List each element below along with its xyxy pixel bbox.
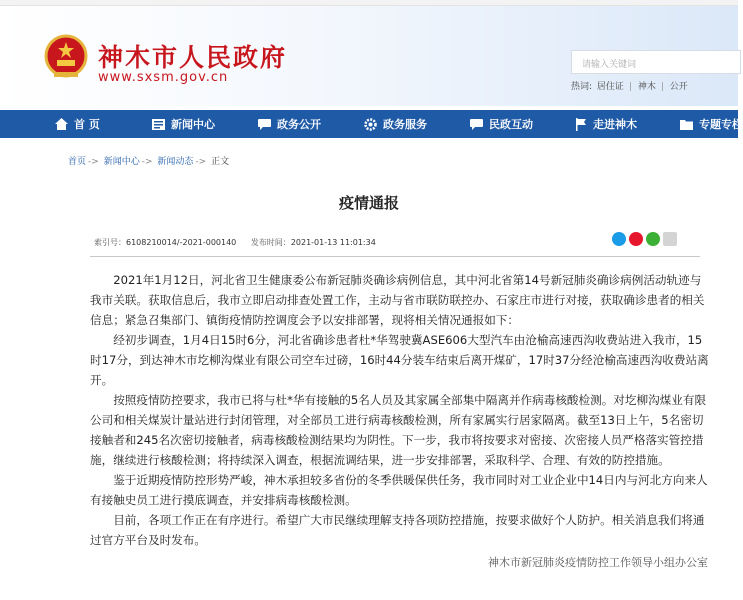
qq-share-icon[interactable]	[612, 232, 626, 246]
article-title: 疫情通报	[338, 194, 399, 212]
breadcrumb-current: 正文	[211, 157, 230, 167]
national-emblem-icon	[44, 34, 88, 80]
article-paragraph: 2021年1月12日，河北省卫生健康委公布新冠肺炎确诊病例信息，其中河北省第14号新冠肺炎确诊病例活动轨迹与我市关联。获取信息后，我市立即启动排查处置工作，主动与省市联防联控办、石家庄市进行对接，获取确诊患者的相关信息；紧急召集部门、镇街疫情防控调度会予以安排部署，现将相关情况通报如下：	[90, 273, 705, 327]
home-icon	[55, 118, 68, 130]
share-bar	[612, 232, 677, 248]
nav-item-affairs-open[interactable]: 政务公开	[258, 110, 321, 138]
date-label: 发布时间：	[250, 238, 291, 247]
article-paragraph: 按照疫情防控要求，我市已将与杜*华有接触的5名人员及其家属全部集中隔离并作病毒核酸检测。对圪柳沟煤业有限公司和相关煤炭计量站进行封闭管理，对全部员工进行病毒核酸检测，所有家属实行居家隔离。截至13日上午，5名密切接触者和245名次密切接触者，病毒核酸检测结果均为阴性。下一步，我市将按要求对密接、次密接人员严格落实管控措施，继续进行核酸检测；将持续深入调查，根据流调结果，进一步安排部署，采取科学、合理、有效的防控措施。	[90, 393, 707, 467]
sign-org: 神木市新冠肺炎疫情防控工作领导小组办公室	[488, 556, 708, 569]
hot-label: 热词:	[571, 82, 593, 92]
folder-icon	[680, 119, 693, 130]
weibo-share-icon[interactable]	[629, 232, 643, 246]
article-body	[90, 270, 710, 550]
article-paragraph: 经初步调查，1月4日15时6分，河北省确诊患者杜*华驾驶冀ASE606大型汽车由沧榆高速西沟收费站进入我市，15时17分，到达神木市圪柳沟煤业有限公司空车过磅，16时44分装车结束后离开煤矿，17时37分经沧榆高速西沟收费站离开。	[90, 333, 709, 387]
hot-word-link[interactable]: 公开	[669, 82, 688, 92]
hot-word-link[interactable]: 神木	[637, 82, 656, 92]
site-domain: www.sxsm.gov.cn	[98, 70, 229, 85]
chat-icon	[470, 119, 483, 130]
search-input[interactable]: 请输入关键词	[571, 50, 741, 74]
nav-item-about[interactable]: 走进神木	[575, 110, 637, 138]
breadcrumb: 首页 -> 新闻中心 -> 新闻动态 -> 正文	[68, 157, 230, 167]
nav-item-news[interactable]: 新闻中心	[152, 110, 215, 138]
wechat-share-icon[interactable]	[646, 232, 660, 246]
index-value: 6108210014/-2021-000140	[126, 238, 237, 247]
gear-icon	[364, 118, 377, 131]
nav-item-home[interactable]: 首 页	[55, 110, 100, 138]
date-value: 2021-01-13 11:01:34	[290, 238, 376, 247]
site-title[interactable]: 神木市人民政府	[98, 43, 288, 72]
copy-share-icon[interactable]	[663, 232, 677, 246]
index-label: 索引号：	[94, 238, 126, 247]
title-divider	[90, 256, 700, 257]
article-paragraph: 鉴于近期疫情防控形势严峻，神木承担较多省份的冬季供暖保供任务，我市同时对工业企业中14日内与河北方向来人有接触史员工进行摸底调查，并安排病毒核酸检测。	[90, 473, 708, 507]
chat-icon	[258, 119, 271, 130]
breadcrumb-news-updates[interactable]: 新闻动态	[157, 157, 194, 167]
nav-item-affairs-service[interactable]: 政务服务	[364, 110, 427, 138]
nav-item-topics[interactable]: 专题专栏	[680, 110, 743, 138]
hot-words: 热词: 居住证 | 神木 | 公开	[571, 82, 688, 92]
breadcrumb-home[interactable]: 首页	[68, 157, 87, 167]
newspaper-icon	[152, 119, 165, 130]
article-paragraph: 目前，各项工作正在有序进行。希望广大市民继续理解支持各项防控措施，按要求做好个人防护。相关消息我们将通过官方平台及时发布。	[90, 513, 705, 547]
article-signature	[488, 552, 708, 574]
main-nav	[0, 110, 743, 138]
flag-icon	[575, 118, 587, 131]
article-meta	[94, 237, 388, 248]
hot-word-link[interactable]: 居住证	[596, 82, 624, 92]
breadcrumb-news-center[interactable]: 新闻中心	[103, 157, 140, 167]
nav-item-interaction[interactable]: 民政互动	[470, 110, 533, 138]
site-header	[0, 6, 738, 106]
